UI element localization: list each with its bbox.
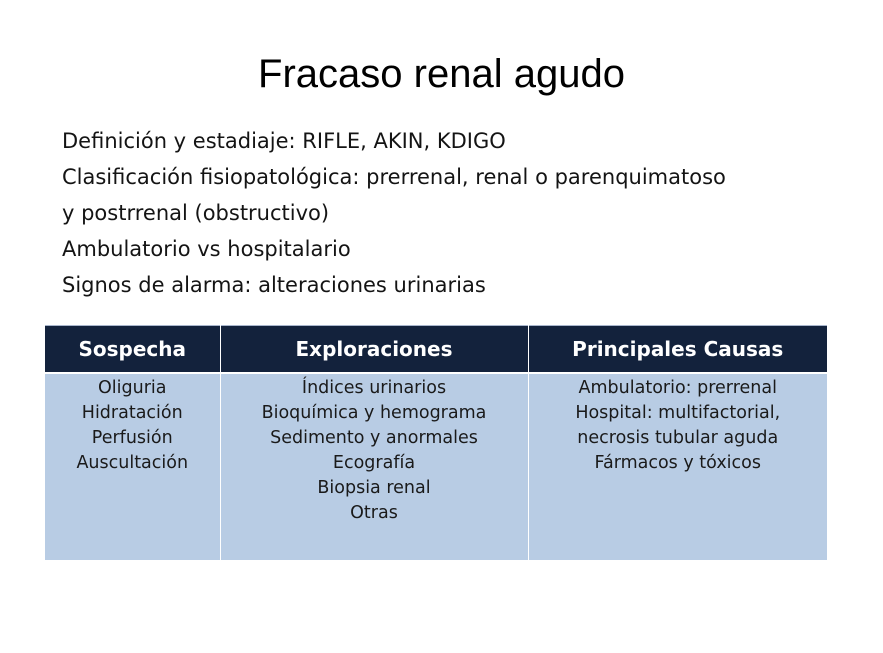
bullet-definition: Definición y estadiaje: RIFLE, AKIN, KDIGO [62, 129, 506, 153]
cell-line: necrosis tubular aguda [577, 428, 779, 448]
cell-line: Hospital: multifactorial, [575, 403, 781, 423]
bullet-alarm-signs: Signos de alarma: alteraciones urinarias [62, 273, 486, 297]
cell-line: Fármacos y tóxicos [594, 453, 761, 473]
bullet-ambulatory: Ambulatorio vs hospitalario [62, 237, 351, 261]
cell-line: Perfusión [91, 428, 173, 448]
cell-line: Bioquímica y hemograma [261, 403, 487, 423]
cell-line: Ambulatorio: prerrenal [578, 378, 777, 398]
cell-line: Ecografía [332, 453, 416, 473]
cell-line: Otras [350, 503, 398, 523]
bullet-classification-continued: y postrrenal (obstructivo) [62, 201, 330, 225]
slide-title: Fracaso renal agudo [258, 52, 625, 96]
header-exploraciones: Exploraciones [220, 326, 528, 374]
summary-table [45, 325, 827, 560]
cell-line: Oliguria [98, 378, 167, 398]
table-row [45, 373, 827, 560]
cell-line: Auscultación [76, 453, 189, 473]
cell-line: Sedimento y anormales [270, 428, 478, 448]
cell-line: Hidratación [81, 403, 183, 423]
bullet-list [62, 123, 862, 303]
cell-line: Biopsia renal [317, 478, 431, 498]
cell-line: Índices urinarios [301, 378, 447, 398]
bullet-classification: Clasificación fisiopatológica: prerrenal, renal o parenquimatoso [62, 165, 726, 189]
header-principales-causas: Principales Causas [528, 326, 827, 374]
cell-sospecha [45, 373, 220, 560]
cell-principales-causas [528, 373, 827, 560]
table-header-row [45, 326, 827, 374]
cell-exploraciones [220, 373, 528, 560]
header-sospecha: Sospecha [45, 326, 220, 374]
